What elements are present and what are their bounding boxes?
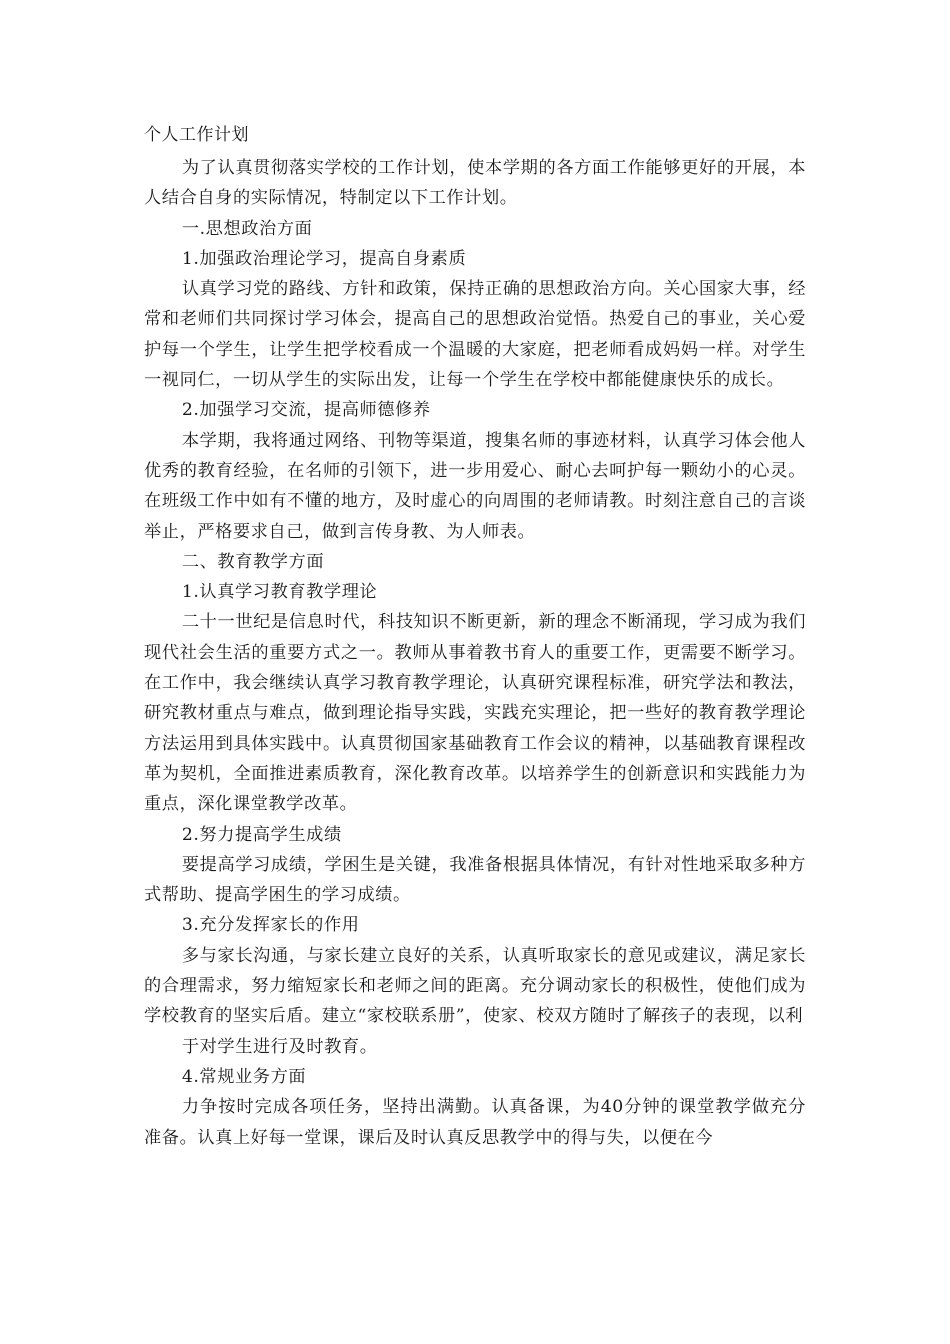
section-heading-ideology: 一.思想政治方面 [181,218,313,239]
paragraph-teaching-theory: 二十一世纪是信息时代，科技知识不断更新，新的理念不断涌现，学习成为我们现代社会生活的重要方式之一。教师从事着教书育人的重要工作，更需要不断学习。在工作中，我会继续认真学习教育教学理论，认真研究课程标准，研究学法和教法，研究教材重点与难点，做到理论指导实践，实践充实理论，把一些好的教育教学理论方法运用到具体实践中。认真贯彻国家基础教育工作会议的精神，以基础教育课程改革为契机，全面推进素质教育，深化教育改革。以培养学生的创新意识和实践能力为重点，深化课堂教学改革。 [144,612,806,815]
subheading-teacher-ethics: 2.加强学习交流，提高师德修养 [181,400,431,421]
subheading-political-theory: 1.加强政治理论学习，提高自身素质 [181,248,467,269]
paragraph-student-grades: 要提高学习成绩，学困生是关键，我准备根据具体情况，有针对性地采取多种方式帮助、提高学困生的学习成绩。 [144,854,806,906]
subheading-parents-role: 3.充分发挥家长的作用 [181,915,360,936]
section-heading-teaching: 二、教育教学方面 [181,551,325,572]
subheading-teaching-theory: 1.认真学习教育教学理论 [181,582,378,603]
paragraph-teacher-ethics: 本学期，我将通过网络、刊物等渠道，搜集名师的事迹材料，认真学习体会他人优秀的教育经验，在名师的引领下，进一步用爱心、耐心去呵护每一颗幼小的心灵。在班级工作中如有不懂的地方，及时虚心的向周围的老师请教。时刻注意自己的言谈举止，严格要求自己，做到言传身教、为人师表。 [144,430,806,542]
paragraph-political-theory: 认真学习党的路线、方针和政策，保持正确的思想政治方向。关心国家大事，经常和老师们共同探讨学习体会，提高自己的思想政治觉悟。热爱自己的事业，关心爱护每一个学生，让学生把学校看成一个温暖的大家庭，把老师看成妈妈一样。对学生一视同仁，一切从学生的实际出发，让每一个学生在学校中都能健康快乐的成长。 [144,279,806,391]
paragraph-parents-role: 多与家长沟通，与家长建立良好的关系，认真听取家长的意见或建议，满足家长的合理需求，努力缩短家长和老师之间的距离。充分调动家长的积极性，使他们成为学校教育的坚实后盾。建立“家校联系册”，使家、校双方随时了解孩子的表现，以利 [144,945,806,1027]
intro-paragraph: 为了认真贯彻落实学校的工作计划，使本学期的各方面工作能够更好的开展，本人结合自身的实际情况，特制定以下工作计划。 [144,158,806,209]
document-title: 个人工作计划 [144,125,249,145]
paragraph-routine-work: 力争按时完成各项任务，坚持出满勤。认真备课，为40分钟的课堂教学做充分准备。认真上好每一堂课，课后及时认真反思教学中的得与失，以便在今 [144,1097,806,1148]
paragraph-parents-role-continued: 于对学生进行及时教育。 [181,1036,378,1057]
subheading-student-grades: 2.努力提高学生成绩 [181,824,342,845]
document-body [144,117,806,1153]
subheading-routine-work: 4.常规业务方面 [181,1066,307,1087]
